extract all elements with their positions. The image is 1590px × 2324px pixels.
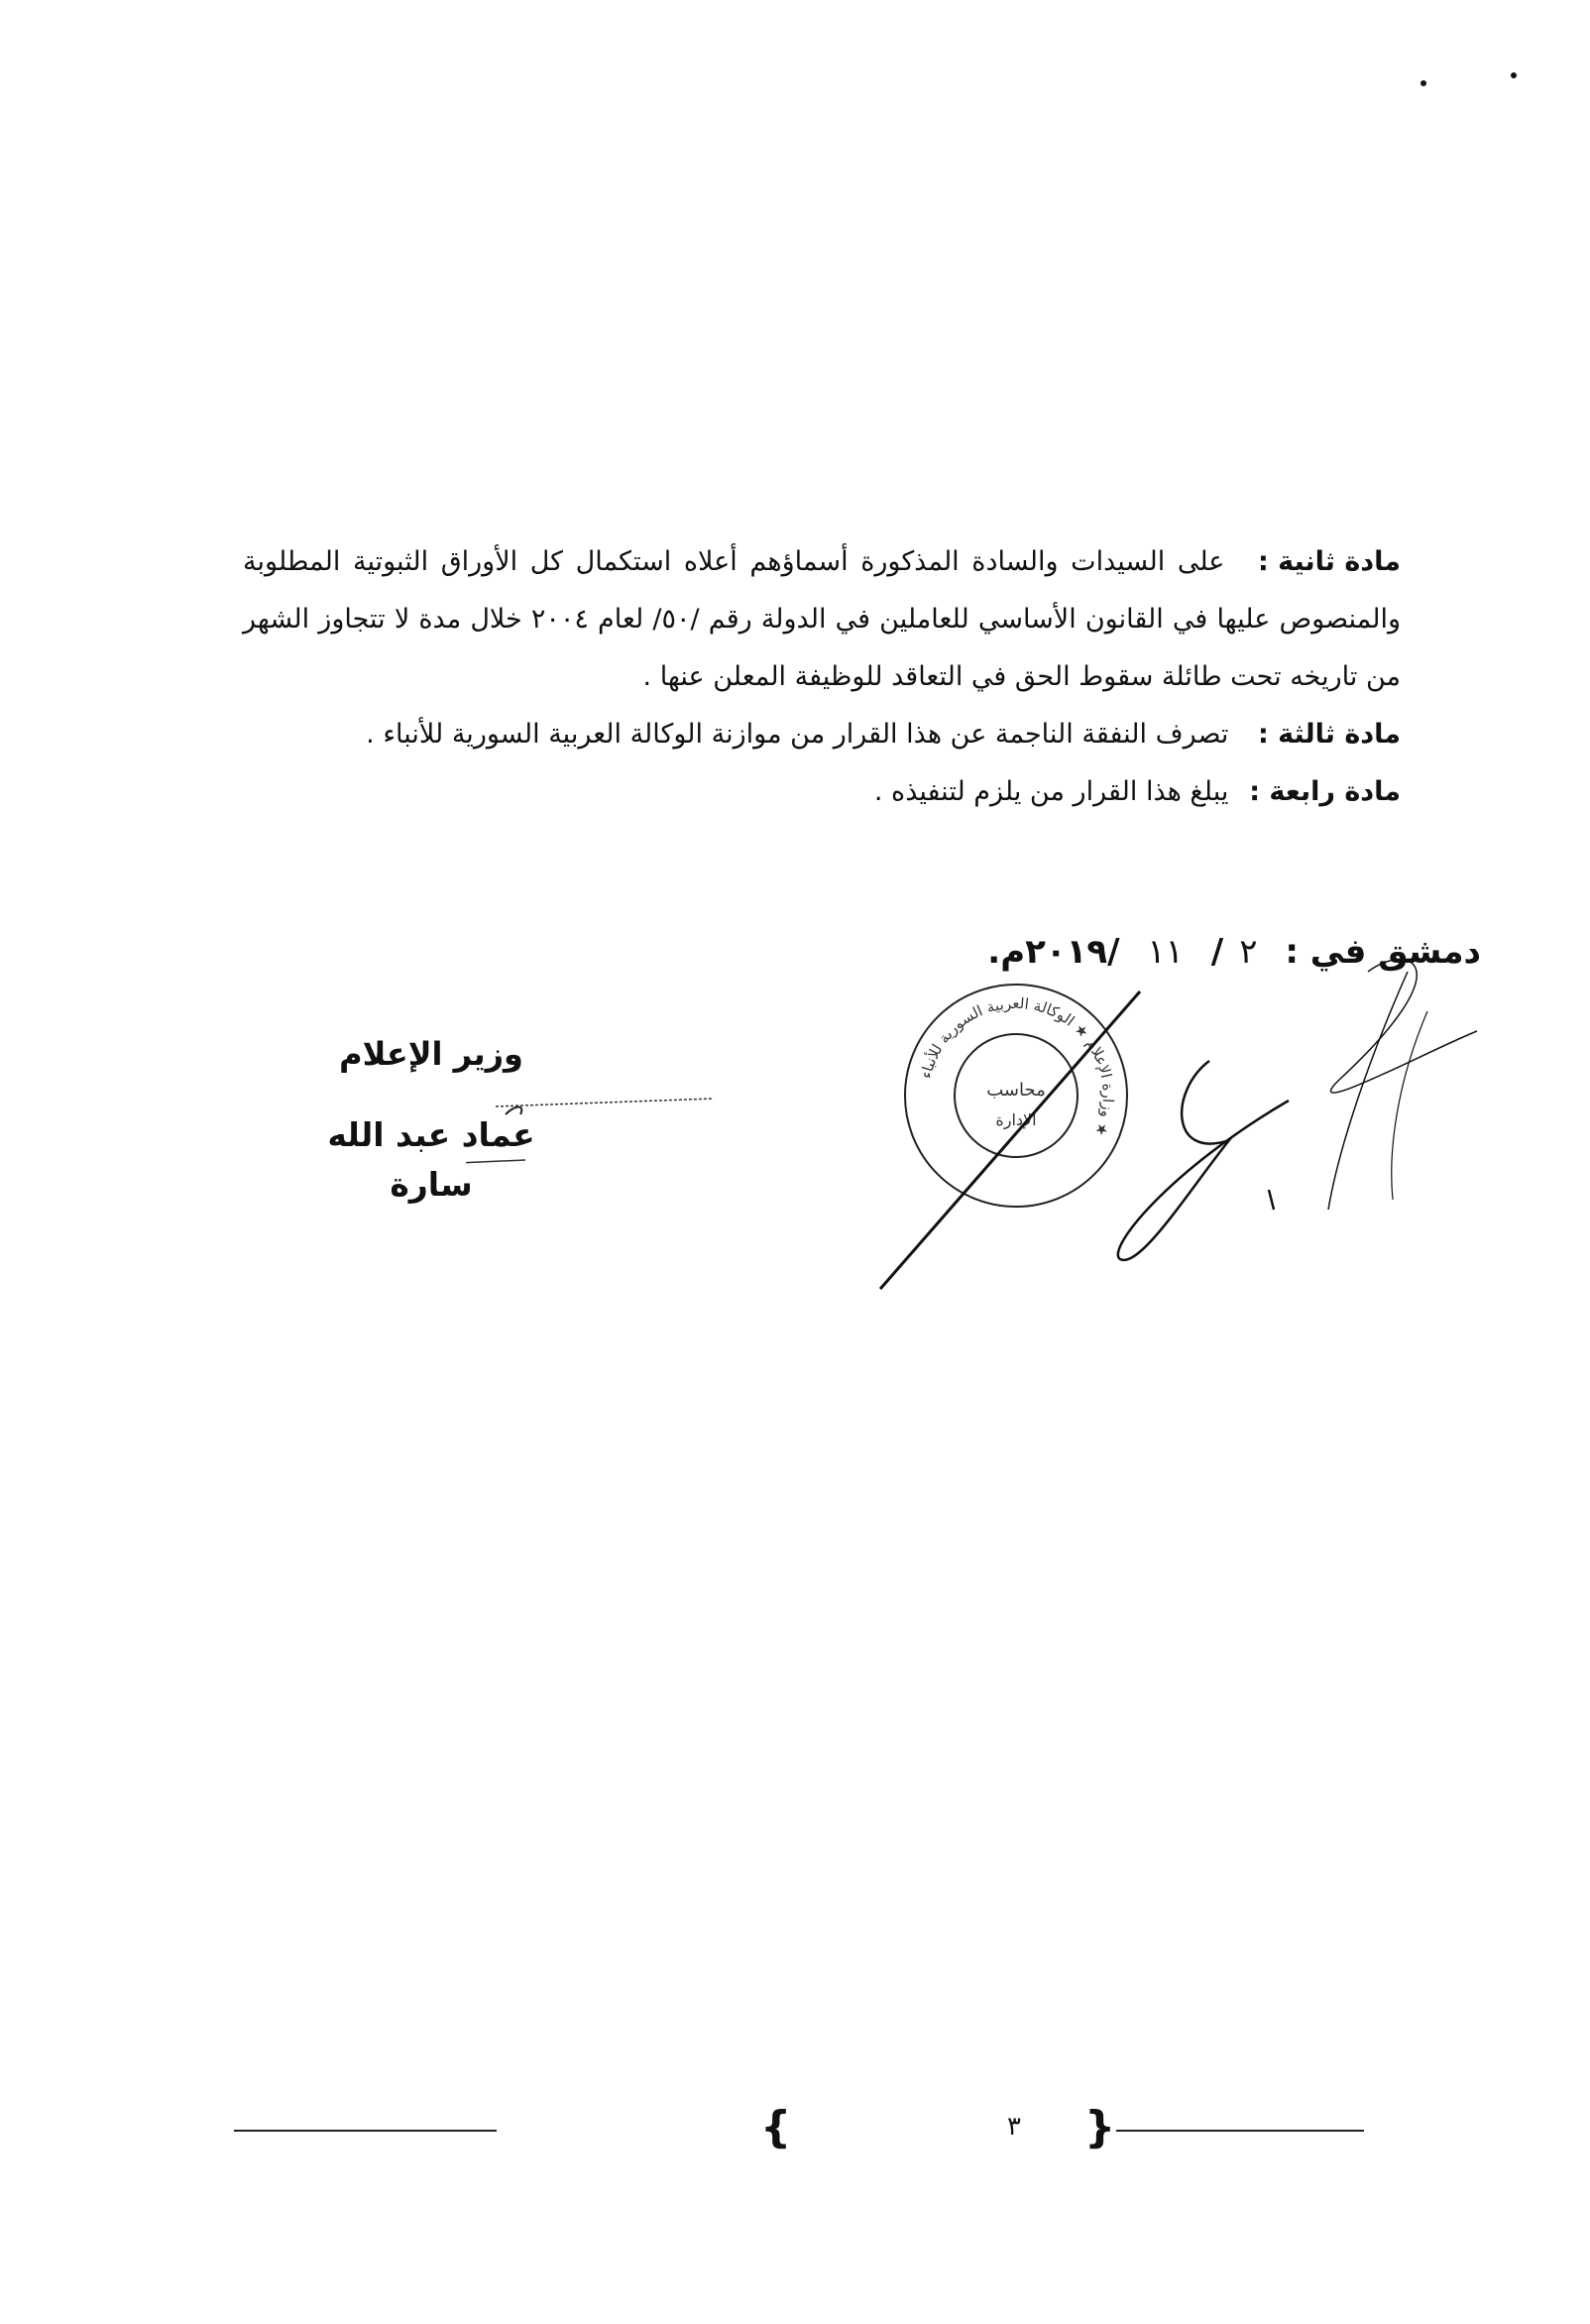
- date-month: ١١: [1147, 932, 1184, 972]
- article-4: [243, 763, 1401, 821]
- svg-text:محاسب: محاسب: [986, 1080, 1046, 1101]
- svg-text:الإدارة: الإدارة: [995, 1110, 1037, 1129]
- date-prefix: دمشق في :: [1285, 932, 1481, 972]
- page-number: ٣: [1007, 2112, 1021, 2142]
- svg-text:وزارة الإعلام ★ الوكالة العربي: وزارة الإعلام ★ الوكالة العربية السورية للأنباء ★: [916, 993, 1118, 1139]
- article-heading: مادة رابعة :: [1249, 776, 1401, 807]
- article-heading: مادة ثالثة :: [1257, 719, 1401, 750]
- page-number-bracket-open: {: [760, 2102, 792, 2152]
- minister-initials: [466, 1091, 724, 1170]
- scan-speck: [1420, 80, 1426, 86]
- article-2: [243, 533, 1401, 706]
- article-3: [243, 706, 1401, 763]
- minister-name: عماد عبد الله سارة: [327, 1115, 535, 1204]
- articles-section: [243, 533, 1401, 821]
- date-day: ٢: [1239, 932, 1258, 972]
- article-text: تصرف النفقة الناجمة عن هذا القرار من موازنة الوكالة العربية السورية للأنباء .: [366, 719, 1229, 750]
- handwritten-signature: [872, 932, 1487, 1309]
- article-text: على السيدات والسادة المذكورة أسماؤهم أعلاه استكمال كل الأوراق الثبوتية المطلوبة والمنصوص عليها في القانون الأساسي للعاملين في الدولة رقم /٥٠/ لعام ٢٠٠٤ خلال مدة لا تتجاوز الشهر من تاريخه تحت طائلة سقوط الحق في التعاقد للوظيفة المعلن عنها .: [243, 546, 1401, 692]
- minister-title: وزير الإعلام: [339, 1035, 523, 1073]
- article-heading: مادة ثانية :: [1257, 546, 1401, 577]
- page-number-bracket-close: }: [1084, 2102, 1116, 2152]
- page-footer: [234, 2100, 1364, 2155]
- scan-speck: [1511, 72, 1517, 78]
- article-text: يبلغ هذا القرار من يلزم لتنفيذه .: [873, 776, 1229, 807]
- footer-rule: [234, 2130, 497, 2132]
- date-year: /٢٠١٩م.: [987, 932, 1120, 972]
- footer-rule: [1116, 2130, 1364, 2132]
- date-line: دمشق في : ٢/ ١١ /٢٠١٩م.: [987, 932, 1481, 972]
